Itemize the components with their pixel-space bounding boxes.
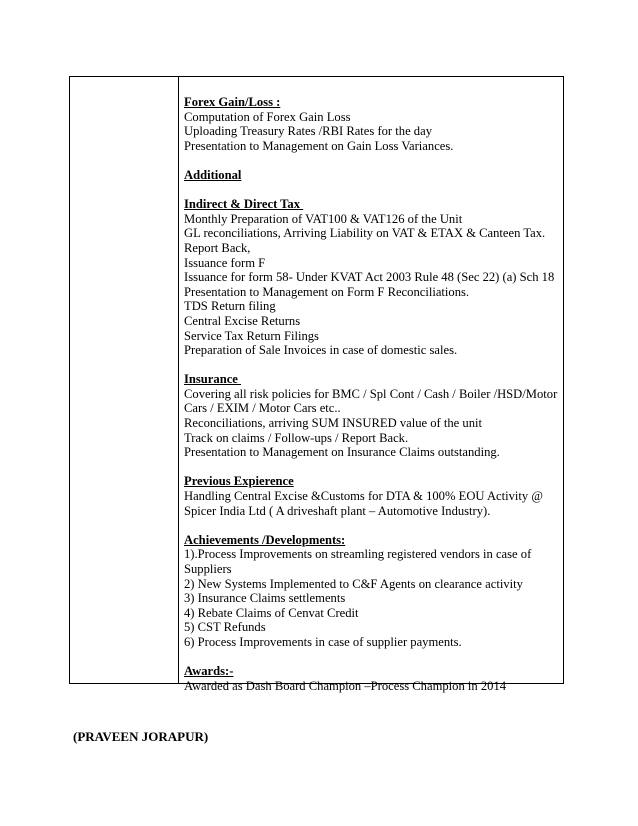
section-line: Awarded as Dash Board Champion –Process Champion in 2014 [184, 678, 507, 693]
section-spacer [184, 460, 559, 475]
section-heading: Previous Expierence [184, 474, 294, 489]
section-spacer [184, 183, 559, 198]
section-line: Issuance for form 58- Under KVAT Act 2003 Rule 48 (Sec 22) (a) Sch 18 [184, 270, 555, 285]
section-line: Uploading Treasury Rates /RBI Rates for the day [184, 124, 432, 139]
section-line: 2) New Systems Implemented to C&F Agents on clearance activity [184, 576, 523, 591]
section-heading: Forex Gain/Loss : [184, 95, 281, 109]
section-heading: Achievements /Developments: [184, 532, 346, 547]
section-1 [184, 95, 559, 153]
section-line: Spicer India Ltd ( A driveshaft plant – Automotive Industry). [184, 503, 491, 518]
section-heading: Additional [184, 167, 242, 182]
section-line: 6) Process Improvements in case of supplier payments. [184, 634, 462, 649]
table-content-cell [184, 95, 559, 693]
section-line: Report Back, [184, 240, 251, 255]
section-line: Computation of Forex Gain Loss [184, 109, 351, 124]
section-7 [184, 664, 559, 693]
section-line: Handling Central Excise &Customs for DTA & 100% EOU Activity @ [184, 489, 543, 504]
section-line: 4) Rebate Claims of Cenvat Credit [184, 605, 359, 620]
section-line: Issuance form F [184, 255, 266, 270]
section-line: Presentation to Management on Form F Reconciliations. [184, 284, 470, 299]
section-6 [184, 533, 559, 650]
resume-table [69, 76, 564, 693]
section-spacer [184, 518, 559, 533]
column-divider [178, 77, 179, 683]
section-3 [184, 197, 559, 358]
section-heading: Awards:- [184, 664, 234, 679]
section-line: 3) Insurance Claims settlements [184, 591, 346, 606]
section-line: Suppliers [184, 562, 232, 576]
section-spacer [184, 650, 559, 665]
section-spacer [184, 153, 559, 168]
section-line: Cars / EXIM / Motor Cars etc.. [184, 401, 341, 416]
section-line: Service Tax Return Filings [184, 328, 319, 343]
section-line: Central Excise Returns [184, 313, 301, 328]
section-heading: Indirect & Direct Tax [184, 197, 304, 212]
section-5 [184, 474, 559, 518]
section-line: Monthly Preparation of VAT100 & VAT126 of the Unit [184, 211, 463, 226]
section-heading: Insurance [184, 372, 242, 387]
section-line: 5) CST Refunds [184, 620, 266, 635]
section-line: GL reconciliations, Arriving Liability on VAT & ETAX & Canteen Tax. [184, 226, 546, 241]
section-line: Track on claims / Follow-ups / Report Back. [184, 430, 409, 445]
section-2 [184, 168, 559, 183]
section-spacer [184, 358, 559, 373]
section-line: Presentation to Management on Gain Loss Variances. [184, 138, 454, 153]
section-line: Reconciliations, arriving SUM INSURED value of the unit [184, 416, 483, 431]
section-line: Covering all risk policies for BMC / Spl Cont / Cash / Boiler /HSD/Motor [184, 386, 558, 401]
section-line: Presentation to Management on Insurance Claims outstanding. [184, 445, 500, 460]
section-line: TDS Return filing [184, 299, 276, 314]
section-4 [184, 372, 559, 460]
section-line: 1).Process Improvements on streamling registered vendors in case of [184, 547, 532, 562]
signature-name: (PRAVEEN JORAPUR) [73, 729, 209, 744]
section-line: Preparation of Sale Invoices in case of domestic sales. [184, 343, 458, 358]
